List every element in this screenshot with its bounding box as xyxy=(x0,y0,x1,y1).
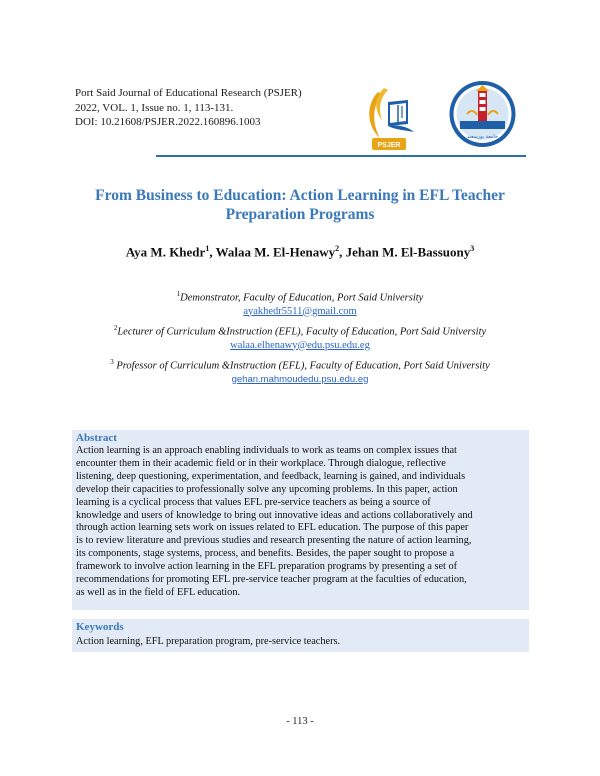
abstract-line: listening, deep questioning, experimentation, and feedback, learning is gained, and individuals xyxy=(76,470,466,482)
affiliation-text: Lecturer of Curriculum &Instruction (EFL), Faculty of Education, Port Said University xyxy=(117,326,487,338)
abstract-line: Action learning is an approach enabling individuals to work as teams on complex issues that xyxy=(76,445,457,456)
abstract-line: as well as in the field of EFL education. xyxy=(76,586,241,598)
page-number: - 113 - xyxy=(286,716,314,727)
paper-title-line-1: From Business to Education: Action Learning in EFL Teacher xyxy=(95,187,505,204)
author-superscript: 2 xyxy=(335,244,340,253)
psjer-logo-icon xyxy=(358,80,434,152)
abstract-line: through action learning sets work on issues related to EFL education. The purpose of this paper xyxy=(76,522,469,534)
affiliation-3 xyxy=(40,356,560,386)
abstract-section xyxy=(72,430,529,610)
abstract-line: is to review literature and previous studies and research presenting the nature of action learning, xyxy=(76,535,472,547)
abstract-line: encounter them in their academic field or in their workplace. Through dialogue, reflective xyxy=(76,457,446,469)
header-divider xyxy=(156,155,526,157)
abstract-line: framework to involve action learning in the EFL preparation programs by presenting a set of xyxy=(76,561,458,573)
affiliation-superscript: 1 xyxy=(176,290,181,298)
journal-name: Port Said Journal of Educational Research (PSJER) xyxy=(75,87,302,99)
affiliation-text: Demonstrator, Faculty of Education, Port Said University xyxy=(180,292,424,304)
paper-title-line-2: Preparation Programs xyxy=(225,206,375,223)
affiliation-1 xyxy=(40,288,560,318)
abstract-body xyxy=(76,445,525,600)
affiliation-email-link[interactable]: gehan.mahmoudedu.psu.edu.eg xyxy=(231,373,369,385)
abstract-line: learning is a cyclical process that values EFL pre-service teachers as being a source of xyxy=(76,496,431,508)
university-logo-icon xyxy=(447,79,518,149)
author-superscript: 3 xyxy=(470,244,475,253)
paper-title xyxy=(60,186,540,224)
affiliation-superscript: 3 xyxy=(110,358,114,366)
author-name: Aya M. Khedr xyxy=(125,244,206,260)
affiliation-superscript: 2 xyxy=(113,324,118,332)
author-superscript: 1 xyxy=(205,244,210,253)
journal-header xyxy=(75,86,302,130)
author-name: Walaa M. El-Henawy xyxy=(215,244,336,260)
keywords-heading: Keywords xyxy=(76,621,124,633)
university-logo-caption: جامعة بورسعيد xyxy=(466,134,499,140)
keywords-body: Action learning, EFL preparation program, pre-service teachers. xyxy=(76,636,341,647)
affiliation-email-link[interactable]: walaa.elhenawy@edu.psu.edu.eg xyxy=(230,339,370,351)
journal-volume: 2022, VOL. 1, Issue no. 1, 113-131. xyxy=(75,101,234,114)
abstract-line: its components, stage systems, process, and benefits. Besides, the paper sought to propose a xyxy=(76,548,455,560)
affiliation-text: Professor of Curriculum &Instruction (EFL), Faculty of Education, Port Said University xyxy=(113,360,490,372)
author-list: Aya M. Khedr$^1$, Walaa M. El-Henawy$^2$, Jehan M. El-Bassuony$^3$ xyxy=(125,244,475,260)
affiliation-email-link[interactable]: ayakhedr5511@gmail.com xyxy=(243,305,357,317)
abstract-line: recommendations for promoting EFL pre-service teacher program at the faculties of education, xyxy=(76,574,467,586)
author-name: Jehan M. El-Bassuony xyxy=(345,244,471,260)
abstract-line: knowledge and users of knowledge to bring out innovative ideas and actions collaboratively and xyxy=(76,509,473,521)
journal-doi: DOI: 10.21608/PSJER.2022.160896.1003 xyxy=(75,116,261,128)
abstract-line: develop their capacities to professionally solve any upcoming problems. In this paper, action xyxy=(76,483,458,495)
affiliation-2 xyxy=(40,322,560,352)
keywords-section xyxy=(72,619,529,652)
psjer-logo-label: PSJER xyxy=(377,142,401,149)
abstract-heading: Abstract xyxy=(76,432,117,444)
